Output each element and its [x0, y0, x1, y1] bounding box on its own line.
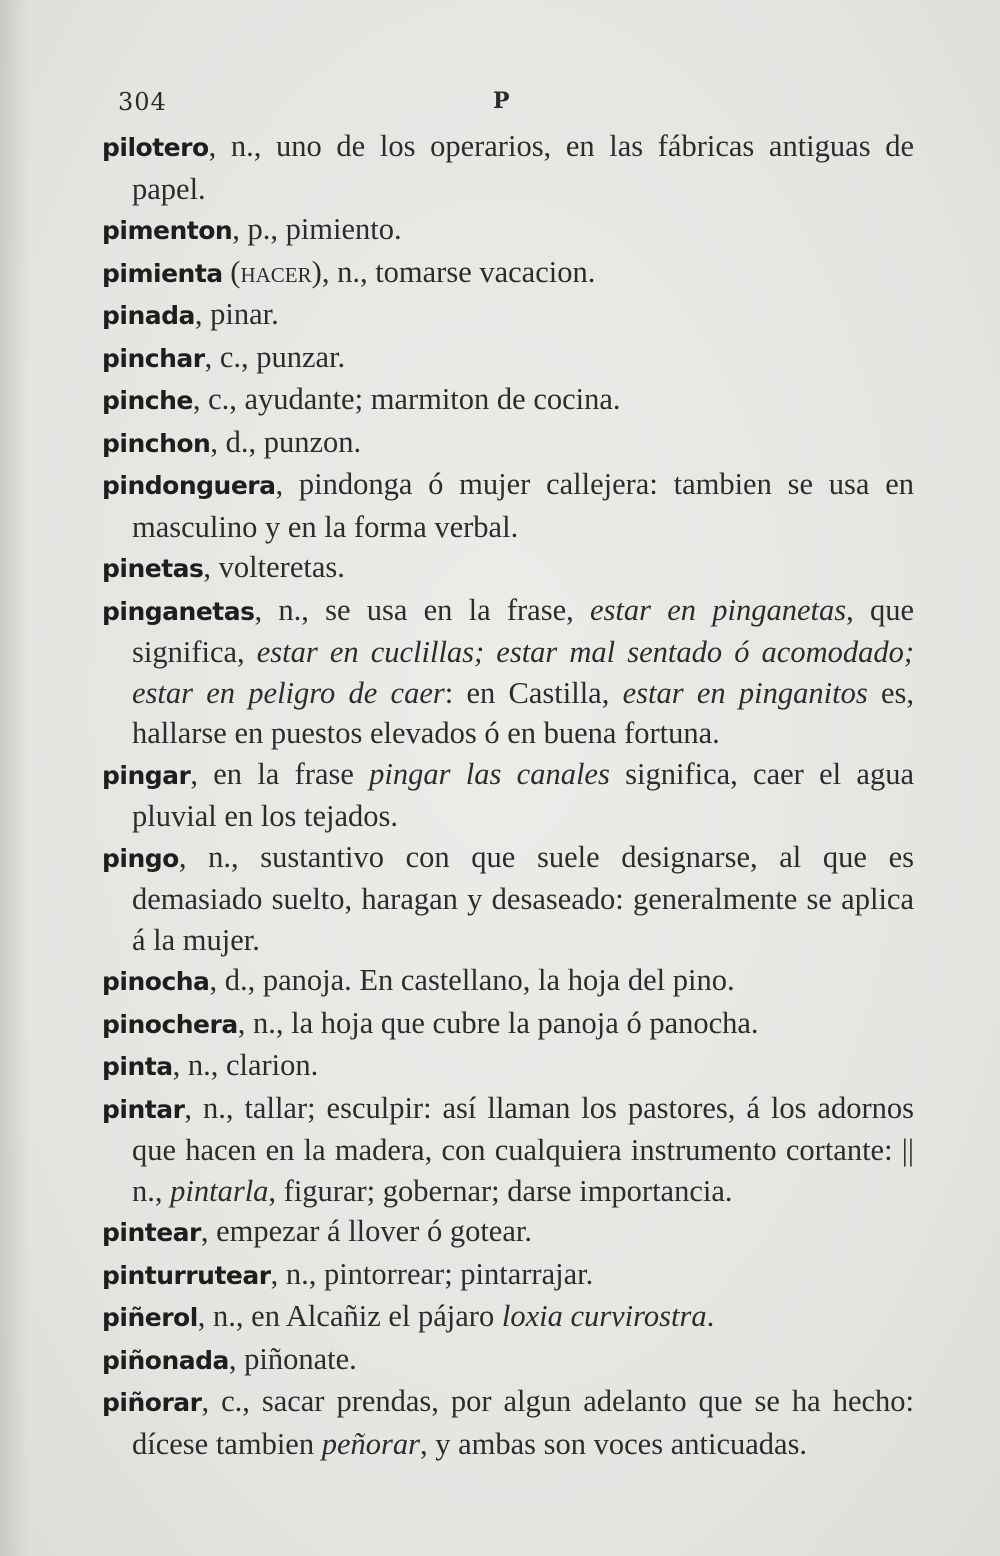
entry-pilotero — [102, 126, 914, 209]
italic-phrase: loxia curvirostra — [501, 1299, 707, 1333]
definition: , pinar. — [194, 297, 279, 331]
definition: , pindonga ó mujer callejera: tambien se usa en masculino y en la forma verbal. — [132, 467, 914, 544]
headword: pintar — [102, 1094, 185, 1124]
entry-pinerol — [102, 1296, 914, 1339]
headword: piñonada — [102, 1345, 229, 1375]
entry-pinocha — [102, 960, 914, 1003]
headword: piñerol — [102, 1303, 198, 1332]
definition-part: , c., sacar prendas, por algun adelanto que se ha hecho: dícese tambien — [132, 1384, 914, 1461]
italic-phrase: pingar las canales — [369, 756, 610, 791]
definition-part: , y ambas son voces anticuadas. — [419, 1426, 808, 1461]
entry-pinchar — [102, 337, 914, 380]
section-letter: P — [493, 88, 510, 114]
italic-phrase: estar en cuclillas; estar mal sentado ó acomodado; estar en peligro de caer — [132, 635, 914, 710]
headword: pingar — [102, 760, 191, 790]
headword: pinocha — [102, 967, 210, 996]
definition: , c., punzar. — [204, 339, 346, 374]
entry-pimienta — [102, 252, 914, 295]
italic-phrase: estar en pinganitos — [622, 675, 868, 710]
headword: piñorar — [102, 1388, 202, 1417]
definition-part: , n., se usa en la frase, — [254, 592, 590, 627]
definition-part: es, hallarse en puestos elevados ó en buena fortuna. — [132, 675, 914, 750]
entry-pingo — [102, 837, 914, 961]
definition: , n., uno de los operarios, en las fábricas antiguas de papel. — [132, 129, 914, 206]
definition: , d., panoja. En castellano, la hoja del pino. — [209, 963, 735, 997]
definition: , d., punzon. — [210, 424, 362, 459]
entry-pingar — [102, 754, 914, 837]
entry-pinada — [102, 294, 914, 337]
headword: pinta — [102, 1052, 173, 1081]
definition: , n., pintorrear; pintarrajar. — [270, 1256, 594, 1291]
definition-part: , figurar; gobernar; darse importancia. — [268, 1173, 733, 1208]
headword: pinochera — [102, 1009, 238, 1039]
definition: , p., pimiento. — [232, 212, 402, 246]
page-number: 304 — [118, 88, 167, 116]
running-head — [0, 88, 1000, 124]
entry-pinorar — [102, 1381, 914, 1464]
headword: pinchon — [102, 428, 211, 458]
headword: pindonguera — [102, 471, 276, 500]
entry-pinonada — [102, 1339, 914, 1382]
entry-pinturrutear — [102, 1254, 914, 1297]
headword: pilotero — [102, 133, 209, 162]
definition-part: , n., en Alcañiz el pájaro — [197, 1299, 502, 1333]
entry-pinta — [102, 1045, 914, 1088]
headword: pinche — [102, 386, 193, 415]
definition: , empezar á llover ó gotear. — [200, 1214, 532, 1248]
entry-pinchon — [102, 422, 914, 465]
definition: , n., la hoja que cubre la panoja ó panocha. — [237, 1005, 759, 1040]
headword: pintear — [102, 1218, 201, 1247]
entry-pinganetas — [102, 590, 914, 754]
definition-part: , que significa, — [132, 592, 914, 669]
definition-part: : en Castilla, — [444, 675, 623, 710]
definition: , n., sustantivo con que suele designarse, al que es demasiado suelto, haragan y desaseado: generalmente se aplica á la mujer. — [132, 839, 914, 957]
entry-pinetas — [102, 547, 914, 590]
small-caps-term: hacer — [240, 254, 312, 289]
entry-pinochera — [102, 1003, 914, 1046]
headword: pinturrutear — [102, 1260, 271, 1290]
italic-phrase: estar en pinganetas — [589, 592, 847, 627]
entry-pintear — [102, 1211, 914, 1254]
definition-part: ), n., tomarse vacacion. — [311, 254, 596, 289]
entry-pinche — [102, 379, 914, 422]
entry-list — [102, 126, 914, 1464]
headword: pimienta — [102, 258, 223, 288]
entry-pimenton — [102, 209, 914, 252]
headword: pinchar — [102, 343, 205, 373]
page-gutter-shadow — [0, 0, 28, 1556]
headword: pinetas — [102, 554, 204, 583]
definition-part: ( — [222, 254, 241, 289]
definition: , c., ayudante; marmiton de cocina. — [192, 382, 621, 416]
definition-part: . — [706, 1299, 715, 1333]
definition-part: significa, caer el agua pluvial en los tejados. — [132, 756, 914, 833]
entry-pindonguera — [102, 464, 914, 547]
definition: , n., clarion. — [172, 1048, 319, 1082]
definition-part: , n., tallar; esculpir: así llaman los pastores, á los adornos que hacen en la madera, con cualquiera instrumento cortante: || n., — [132, 1090, 914, 1208]
headword: pinganetas — [102, 596, 255, 626]
headword: pinada — [102, 301, 195, 330]
headword: pimenton — [102, 216, 233, 245]
definition-part: , en la frase — [190, 756, 370, 791]
definition: , volteretas. — [203, 550, 345, 584]
entry-pintar — [102, 1088, 914, 1212]
italic-phrase: pintarla — [170, 1173, 269, 1208]
definition: , piñonate. — [228, 1341, 357, 1376]
headword: pingo — [102, 843, 179, 873]
italic-phrase: peñorar — [321, 1426, 420, 1461]
